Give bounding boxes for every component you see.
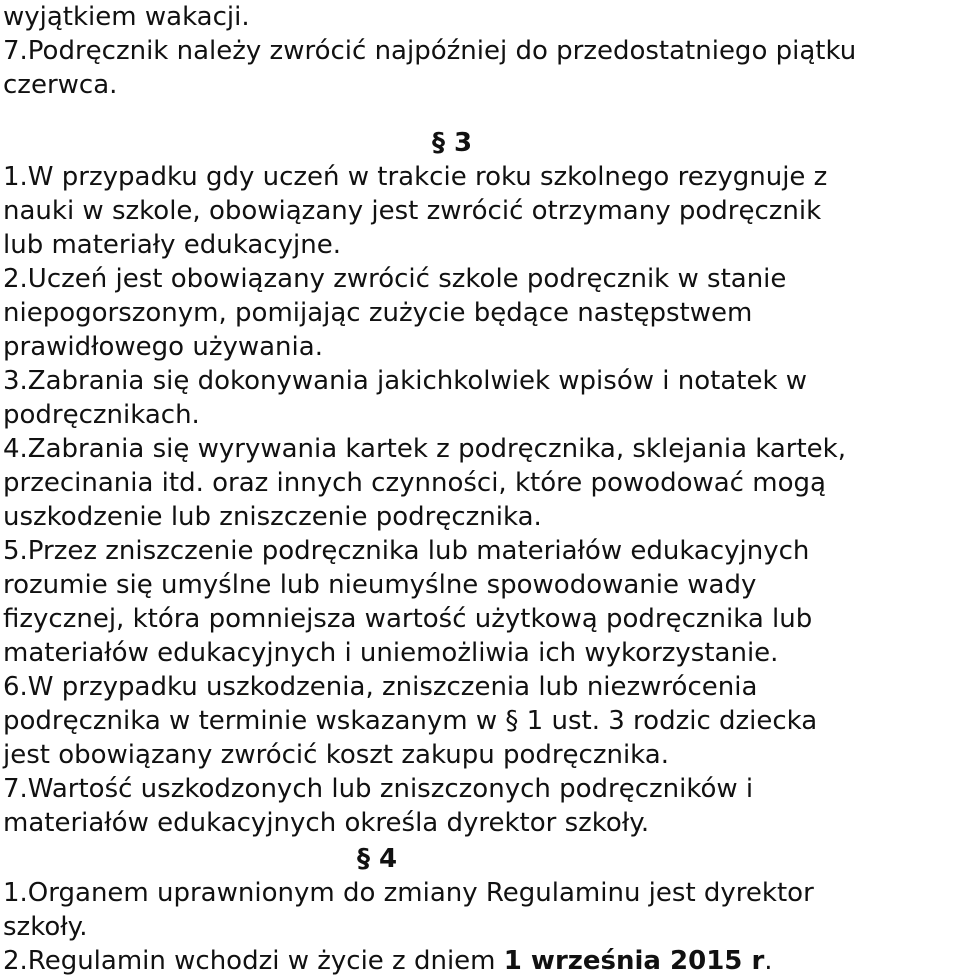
final-line-period: . bbox=[764, 946, 773, 976]
section-3-line: nauki w szkole, obowiązany jest zwrócić otrzymany podręcznik bbox=[3, 196, 822, 226]
section-3-line: podręcznikach. bbox=[3, 400, 200, 430]
intro-line: czerwca. bbox=[3, 70, 118, 100]
section-4-line: 1.Organem uprawnionym do zmiany Regulaminu jest dyrektor bbox=[3, 878, 814, 908]
section-4-heading: § 4 bbox=[357, 844, 398, 874]
section-3-line: 6.W przypadku uszkodzenia, zniszczenia lub niezwrócenia bbox=[3, 672, 758, 702]
section-3-line: 5.Przez zniszczenie podręcznika lub materiałów edukacyjnych bbox=[3, 536, 810, 566]
intro-line: 7.Podręcznik należy zwrócić najpóźniej do przedostatniego piątku bbox=[3, 36, 857, 66]
intro-line: wyjątkiem wakacji. bbox=[3, 2, 250, 32]
section-4-final-line bbox=[3, 944, 773, 978]
section-3-line: niepogorszonym, pomijając zużycie będące następstwem bbox=[3, 298, 753, 328]
section-3-line: przecinania itd. oraz innych czynności, które powodować mogą bbox=[3, 468, 826, 498]
section-3-line: 7.Wartość uszkodzonych lub zniszczonych podręczników i bbox=[3, 774, 754, 804]
section-3-line: podręcznika w terminie wskazanym w § 1 ust. 3 rodzic dziecka bbox=[3, 706, 818, 736]
section-3-line: 3.Zabrania się dokonywania jakichkolwiek wpisów i notatek w bbox=[3, 366, 808, 396]
section-3-line: uszkodzenie lub zniszczenie podręcznika. bbox=[3, 502, 542, 532]
section-3-line: 2.Uczeń jest obowiązany zwrócić szkole podręcznik w stanie bbox=[3, 264, 787, 294]
section-3-line: 4.Zabrania się wyrywania kartek z podręcznika, sklejania kartek, bbox=[3, 434, 846, 464]
section-3-line: rozumie się umyślne lub nieumyślne spowodowanie wady bbox=[3, 570, 757, 600]
effective-date: 1 września 2015 r bbox=[503, 946, 765, 976]
section-4-line: szkoły. bbox=[3, 912, 88, 942]
section-3-line: materiałów edukacyjnych i uniemożliwia ich wykorzystanie. bbox=[3, 638, 779, 668]
section-3-heading: § 3 bbox=[432, 128, 473, 158]
section-3-line: fizycznej, która pomniejsza wartość użytkową podręcznika lub bbox=[3, 604, 813, 634]
section-3-line: materiałów edukacyjnych określa dyrektor szkoły. bbox=[3, 808, 650, 838]
final-line-text: 2.Regulamin wchodzi w życie z dniem bbox=[3, 946, 504, 976]
section-3-line: 1.W przypadku gdy uczeń w trakcie roku szkolnego rezygnuje z bbox=[3, 162, 828, 192]
section-3-line: prawidłowego używania. bbox=[3, 332, 323, 362]
section-3-line: lub materiały edukacyjne. bbox=[3, 230, 341, 260]
section-3-line: jest obowiązany zwrócić koszt zakupu podręcznika. bbox=[3, 740, 669, 770]
